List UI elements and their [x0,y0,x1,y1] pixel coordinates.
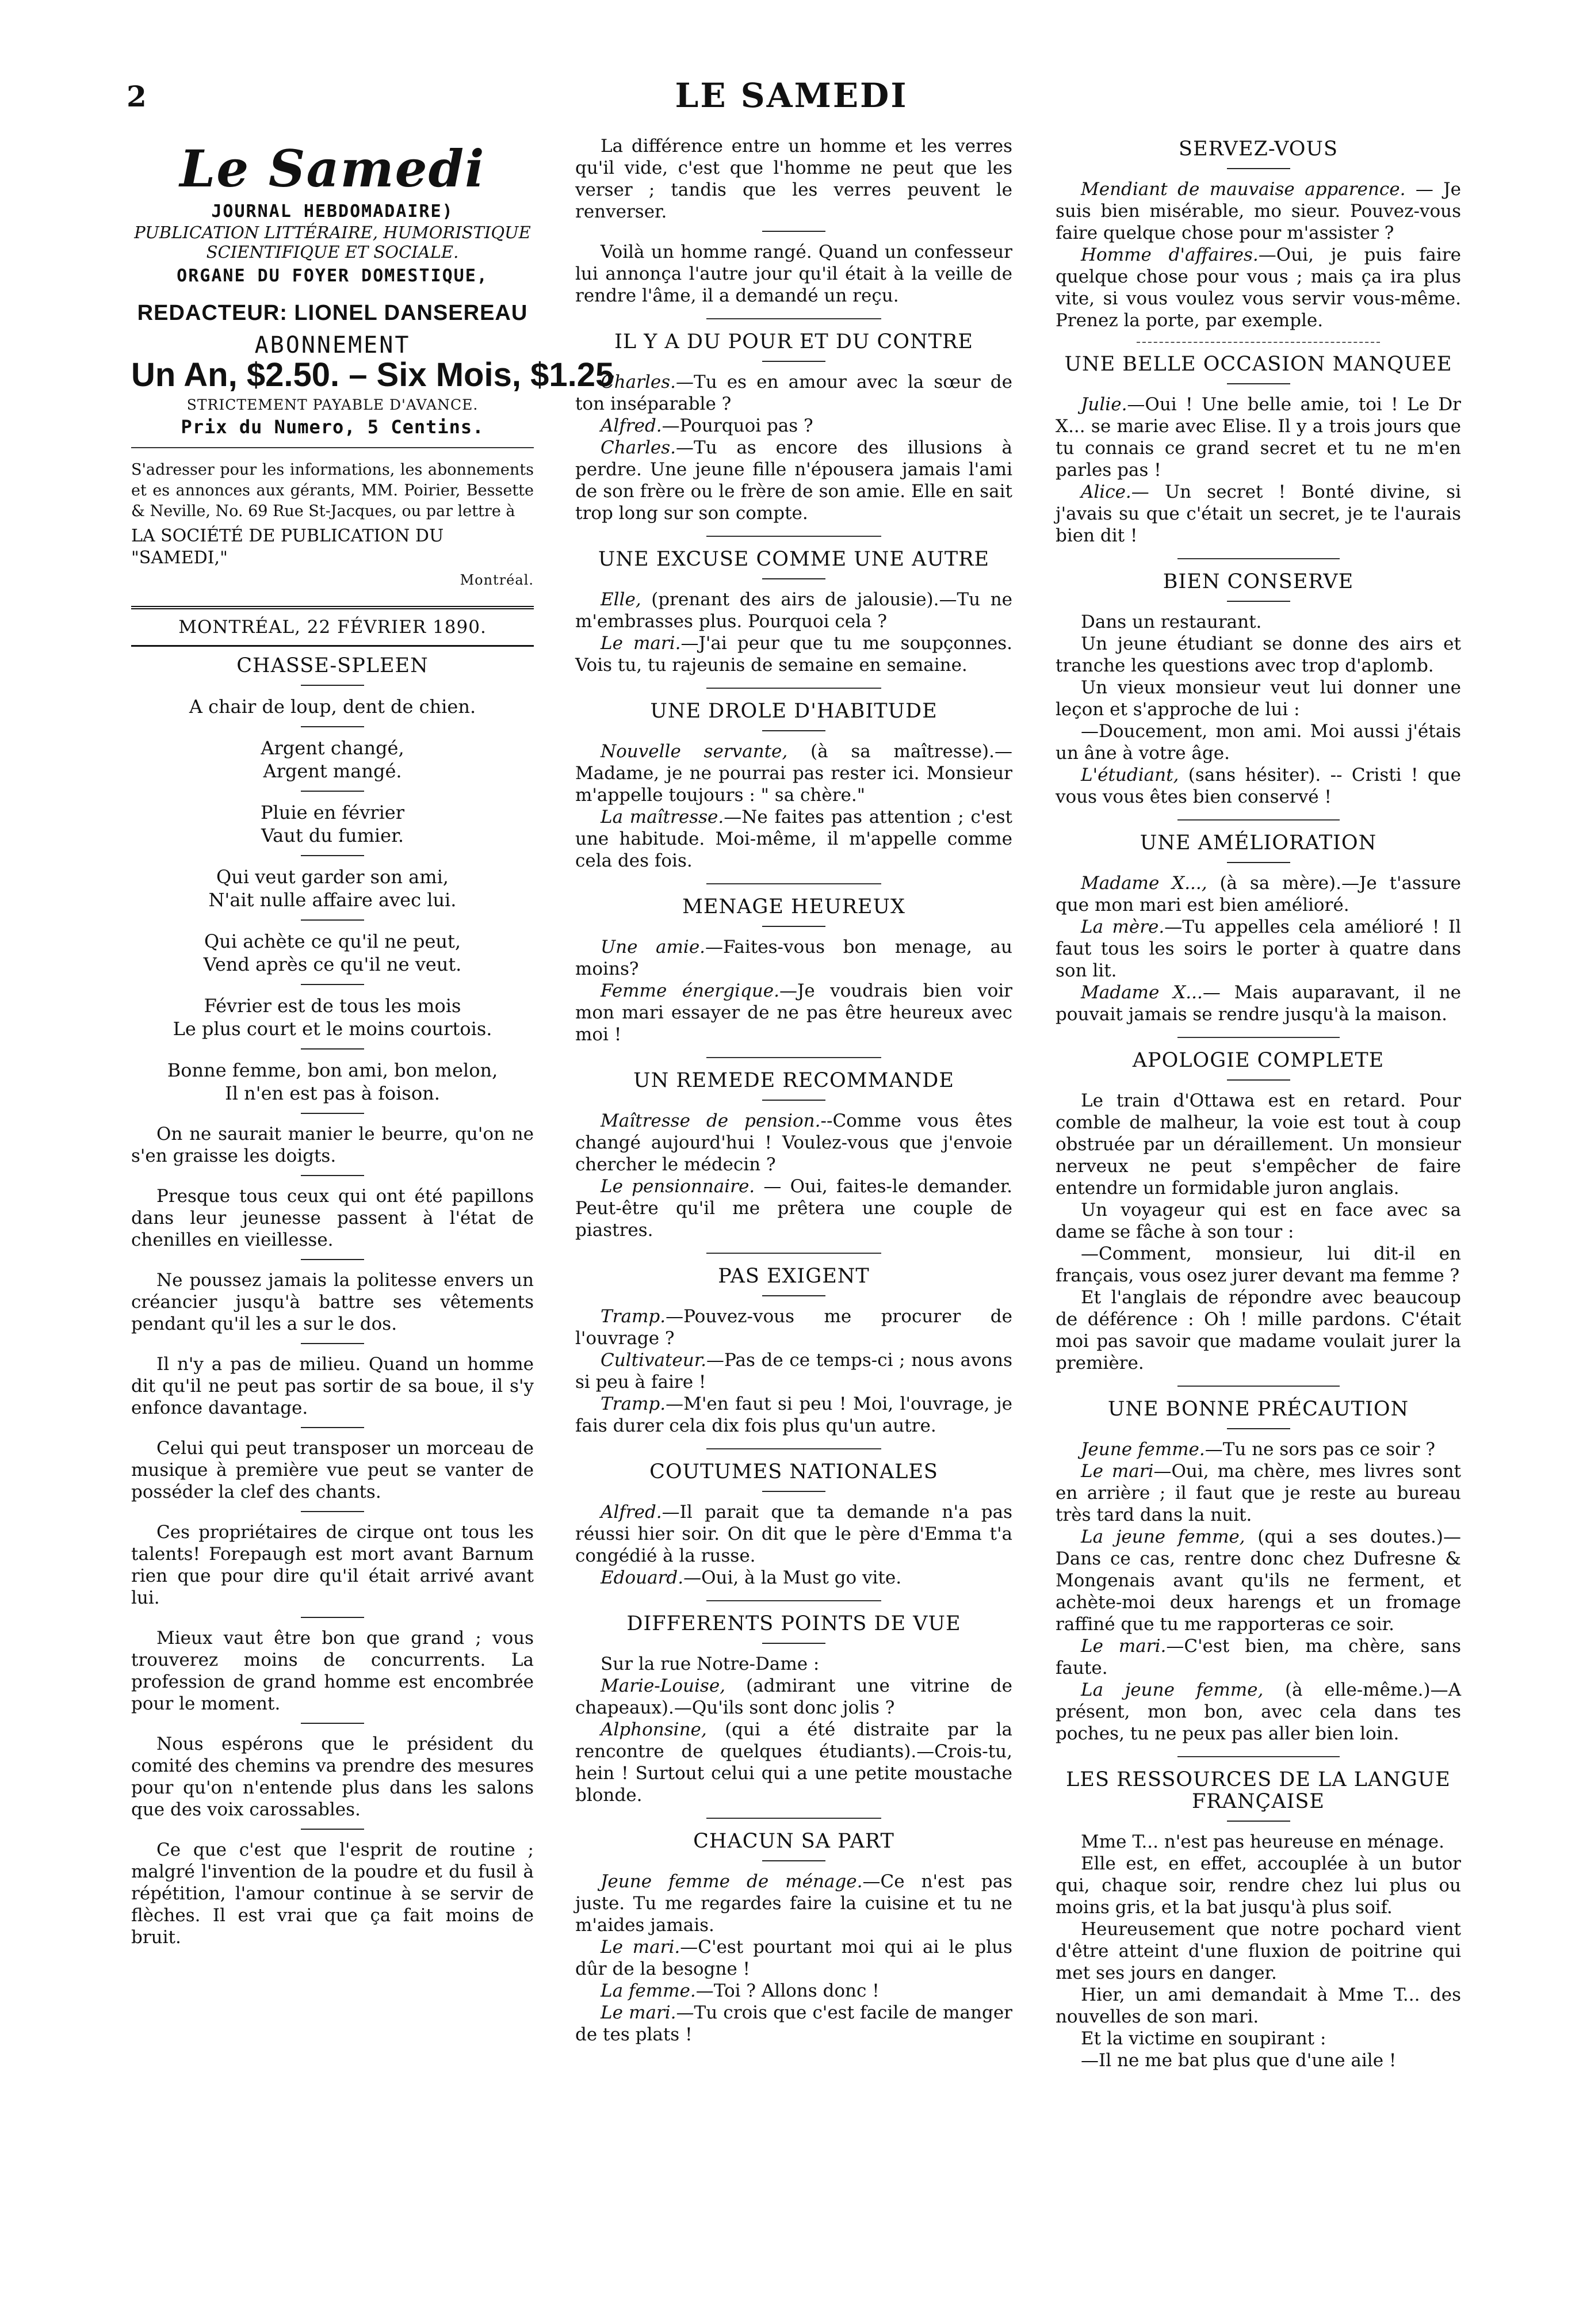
divider [762,1860,825,1861]
divider [301,919,364,921]
proverb: Argent changé, Argent mangé. [261,737,404,782]
issue-price: Prix du Numero, 5 Centins. [181,416,484,438]
section-title: PAS EXIGENT [718,1265,870,1288]
dialogue-line: La mère.—Tu appelles cela amélioré ! Il faut tous les soirs le porter à quatre dans son lit. [1056,917,1461,981]
dialogue-line: Femme énergique.—Je voudrais bien voir mon mari essayer de ne pas être heureux avec moi ! [575,980,1012,1045]
divider [762,231,825,232]
proverb: Qui veut garder son ami, N'ait nulle affaire avec lui. [208,866,457,911]
section-title: MENAGE HEUREUX [682,895,905,918]
proverb: Pluie en février Vaut du fumier. [260,802,405,846]
paragraph: Un jeune étudiant se donne des airs et tranche les questions avec trop d'aplomb. [1056,634,1461,676]
contact-address: S'adresser pour les informations, les abonnements et es annonces aux gérants, MM. Poirier, Bessette & Neville, No. 69 Rue St-Jacques, ou par lettre à [131,461,534,520]
divider [301,1259,364,1260]
dialogue-line: La femme.—Toi ? Allons donc ! [601,1980,880,2001]
divider [131,447,534,448]
section-title-chasse-spleen: CHASSE-SPLEEN [236,654,429,677]
proverb: Qui achète ce qu'il ne peut, Vend après ce qu'il ne veut. [203,930,462,975]
paragraph: Presque tous ceux qui ont été papillons dans leur jeunesse passent à l'état de chenilles en vieillesse. [131,1186,534,1250]
section-title: BIEN CONSERVE [1163,570,1354,593]
divider [1137,342,1380,343]
section-title: UNE DROLE D'HABITUDE [650,700,938,723]
divider [706,1057,881,1058]
divider [301,1511,364,1512]
paragraph: Nous espérons que le président du comité des chemins va prendre des mesures pour qu'on n'entende plus dans les salons que des voix carossables. [131,1734,534,1820]
divider [301,685,364,686]
paragraph: Mieux vaut être bon que grand ; vous trouverez moins de concurrents. La profession de grand homme est encombrée pour le moment. [131,1628,534,1714]
subscription-price: Un An, $2.50. – Six Mois, $1.25 [131,356,614,394]
divider [762,730,825,731]
dialogue-line: Nouvelle servante, (à sa maîtresse).—Madame, je ne pourrai pas rester ici. Monsieur m'appelle toujours : " sa chère." [575,741,1012,806]
dialogue-line: Tramp.—M'en faut si peu ! Moi, l'ouvrage, je fais durer cela dix fois plus qu'un autre. [575,1394,1012,1436]
journal-type: JOURNAL HEBDOMADAIRE) [211,201,454,222]
divider [301,1113,364,1114]
redacteur-line: REDACTEUR: LIONEL DANSEREAU [137,301,528,325]
masthead [131,139,614,438]
divider [1227,1428,1290,1429]
dialogue-line: Homme d'affaires.—Oui, je puis faire quelque chose pour vous ; mais ça ira plus vite, si vous voulez vous servir vous-même. Prenez la porte, par exemple. [1056,245,1461,331]
divider [762,578,825,579]
dialogue-line: Charles.—Tu as encore des illusions à perdre. Une jeune fille n'épousera jamais l'ami de son frère ou le frère de son amie. Elle en sait trop long sur son compte. [575,437,1012,524]
divider [301,984,364,985]
dialogue-line: Une amie.—Faites-vous bon menage, au moins? [575,937,1012,979]
paragraph: La différence entre un homme et les verres qu'il vide, c'est que l'homme ne peut que les verser ; tandis que les verres peuvent le renverser. [575,136,1012,222]
dialogue-line: La maîtresse.—Ne faites pas attention ; c'est une habitude. Moi-même, il m'appelle comme cela des fois. [575,807,1012,871]
dialogue-line: Le pensionnaire. — Oui, faites-le demander. Peut-être qu'il me prêtera une couple de piastres. [575,1176,1013,1241]
section-title: COUTUMES NATIONALES [649,1460,938,1483]
divider [1227,1079,1290,1081]
paragraph: Hier, un ami demandait à Mme T... des nouvelles de son mari. [1056,1985,1461,2027]
paragraph: Ce que c'est que l'esprit de routine ; malgré l'invention de la poudre et du fusil à répétition, l'amour continue à se servir de flèches. Il est vrai que ça fait moins de bruit. [131,1840,534,1948]
paragraph: Et la victime en soupirant : [1081,2028,1326,2049]
dialogue-line: Le mari.—J'ai peur que tu me soupçonnes. Vois tu, tu rajeunis de semaine en semaine. [575,633,1012,676]
proverb: Bonne femme, bon ami, bon melon, Il n'en est pas à foison. [167,1059,498,1104]
divider [706,1818,881,1819]
paragraph: Ne poussez jamais la politesse envers un créancier jusqu'à battre ses vêtements pendant qu'il les a sur le dos. [131,1270,534,1334]
dialogue-line: Alfred.—Il parait que ta demande n'a pas réussi hier soir. On dit que le père d'Emma t'a congédié à la russe. [575,1502,1012,1566]
publishing-city: Montréal. [460,572,534,588]
divider [301,726,364,727]
dialogue-line: Edouard.—Oui, à la Must go vite. [601,1567,902,1588]
dialogue-line: Charles.—Tu es en amour avec la sœur de ton inséparable ? [575,372,1012,414]
column-3 [1056,138,1461,2071]
dialogue-line: Madame X...— Mais auparavant, il ne pouvait jamais se rendre jusqu'à la maison. [1056,982,1462,1025]
divider [301,791,364,792]
section-title: SERVEZ-VOUS [1179,138,1338,161]
divider [706,688,881,689]
section-title: LES RESSOURCES DE LA LANGUE FRANÇAISE [1066,1768,1451,1813]
divider [301,1723,364,1724]
divider [706,536,881,537]
divider [301,855,364,856]
dialogue-line: Jeune femme.—Tu ne sors pas ce soir ? [1081,1439,1435,1460]
dialogue-line: Le mari.—C'est bien, ma chère, sans faute. [1056,1636,1461,1678]
paragraph: Heureusement que notre pochard vient d'être atteint d'une fluxion de poitrine qui met ses jours en danger. [1056,1919,1461,1983]
page-number: 2 [127,79,147,113]
paragraph: Le train d'Ottawa est en retard. Pour comble de malheur, la voie est tout à coup obstruée par un déraillement. Un monsieur nerveux ne peut s'empêcher de faire entendre un formidable juron anglais. [1056,1090,1461,1199]
paragraph: Il n'y a pas de milieu. Quand un homme dit qu'il ne peut pas sortir de sa boue, il s'y enfonce davantage. [131,1354,534,1418]
proverb: Février est de tous les mois Le plus court et le moins courtois. [173,995,492,1040]
dialogue-line: Alice.— Un secret ! Bonté divine, si j'avais su que c'était un secret, je te l'aurais bien dit ! [1056,482,1461,546]
paragraph: Voilà un homme rangé. Quand un confesseur lui annonça l'autre jour qu'il était à la veille de rendre l'âme, il a demandé un reçu. [575,242,1012,306]
publication-line: PUBLICATION LITTÉRAIRE, HUMORISTIQUE [134,223,531,242]
paragraph: On ne saurait manier le beurre, qu'on ne s'en graisse les doigts. [131,1124,534,1166]
divider [1177,558,1340,559]
divider [301,1048,364,1050]
divider [1177,1756,1340,1757]
publication-line-2: SCIENTIFIQUE ET SOCIALE. [206,242,459,262]
dialogue-line: Mendiant de mauvaise apparence. — Je suis bien misérable, mo sieur. Pouvez-vous faire quelque chose pour m'assister ? [1056,179,1461,243]
section-title: APOLOGIE COMPLETE [1132,1049,1385,1072]
paragraph: Ces propriétaires de cirque ont tous les talents! Forepaugh est mort avant Barnum rien que pour dire qu'il était arrivé avant lui. [131,1522,534,1608]
section-title: CHACUN SA PART [693,1830,894,1853]
paragraph: —Il ne me bat plus que d'une aile ! [1081,2050,1397,2071]
divider [1177,1037,1340,1038]
divider [706,1600,881,1601]
divider [762,1491,825,1492]
dateline: MONTRÉAL, 22 FÉVRIER 1890. [131,606,534,647]
paragraph: Un voyageur qui est en face avec sa dame se fâche à son tour : [1056,1200,1461,1242]
proverb: A chair de loup, dent de chien. [189,696,476,718]
paragraph: —Comment, monsieur, lui dit-il en français, vous osez jurer devant ma femme ? [1056,1243,1461,1286]
divider [301,1343,364,1344]
page-header-title: LE SAMEDI [675,76,908,115]
column-2 [575,135,1012,2046]
section-title: UN REMEDE RECOMMANDE [633,1069,954,1092]
dialogue-line: Cultivateur.—Pas de ce temps-ci ; nous avons si peu à faire ! [575,1350,1012,1392]
column-1 [131,135,614,1948]
organe-line: ORGANE DU FOYER DOMESTIQUE, [177,266,488,286]
dialogue-line: Alfred.—Pourquoi pas ? [601,415,813,436]
dialogue-line: Tramp.—Pouvez-vous me procurer de l'ouvrage ? [575,1306,1012,1349]
paragraph: Dans un restaurant. [1081,612,1262,632]
divider [706,1253,881,1254]
dialogue-line: Le mari.—C'est pourtant moi qui ai le plus dûr de la besogne ! [575,1937,1012,1979]
divider [1177,1386,1340,1387]
divider [301,1829,364,1830]
paragraph: Sur la rue Notre-Dame : [601,1654,820,1674]
strict-payment-note: STRICTEMENT PAYABLE D'AVANCE. [186,396,479,413]
section-title: UNE BONNE PRÉCAUTION [1107,1398,1409,1421]
dialogue-line: Alphonsine, (qui a été distraite par la rencontre de quelques étudiants).—Crois-tu, hein ! Surtout celui qui a une petite moustache blonde. [575,1719,1012,1806]
dialogue-line: La jeune femme, (qui a ses doutes.)—Dans ce cas, rentre donc chez Dufresne & Mongenais avant qu'ils ne ferment, et achète-moi deux harengs et un fromage raffiné que tu me rapporteras ce soir. [1056,1527,1461,1635]
divider [762,1643,825,1644]
dialogue-line: Jeune femme de ménage.—Ce n'est pas juste. Tu me regardes faire la cuisine et tu ne m'aides jamais. [575,1871,1012,1936]
paragraph: Un vieux monsieur veut lui donner une leçon et s'approche de lui : [1056,677,1461,720]
paragraph: Et l'anglais de répondre avec beaucoup de déférence : Oh ! mille pardons. C'était moi pas savoir que madame voulait jurer la première. [1056,1287,1461,1373]
divider [706,1448,881,1449]
dialogue-line: Madame X..., (à sa mère).—Je t'assure que mon mari est bien amélioré. [1056,873,1461,915]
divider [1227,168,1290,169]
dialogue-line: Maîtresse de pension.--Comme vous êtes changé aujourd'hui ! Voulez-vous que j'envoie chercher le médecin ? [575,1111,1012,1175]
divider [1227,1821,1290,1822]
divider [1177,819,1340,821]
dialogue-line: La jeune femme, (à elle-même.)—A présent, mon bon, avec cela dans tes poches, tu ne peux pas aller bien loin. [1056,1680,1461,1744]
divider [301,1617,364,1618]
dialogue-line: Marie-Louise, (admirant une vitrine de chapeaux).—Qu'ils sont donc jolis ? [575,1676,1012,1718]
section-title: IL Y A DU POUR ET DU CONTRE [614,330,973,353]
paragraph: Mme T... n'est pas heureuse en ménage. [1081,1831,1444,1852]
dialogue-line: Le mari.—Tu crois que c'est facile de manger de tes plats ! [575,2002,1012,2045]
divider [762,1295,825,1296]
paragraph: —Doucement, mon ami. Moi aussi j'étais un âne à votre âge. [1056,721,1461,764]
section-title: UNE EXCUSE COMME UNE AUTRE [598,548,990,571]
abonnement-heading: ABONNEMENT [254,332,411,358]
masthead-logo: Le Samedi [179,139,485,199]
publishing-society: LA SOCIÉTÉ DE PUBLICATION DU "SAMEDI," [131,526,444,568]
paragraph: Elle est, en effet, accouplée à un butor qui, chaque soir, rendre chez lui plus ou moins gris, et la bat jusqu'à plus soif. [1056,1853,1461,1918]
divider [706,318,881,319]
dialogue-line: Le mari—Oui, ma chère, mes livres sont en arrière ; il faut que je reste au bureau très tard dans la nuit. [1056,1461,1461,1525]
dialogue-line: Julie.—Oui ! Une belle amie, toi ! Le Dr X... se marie avec Elise. Il y a trois jours que tu connais ce grand secret et tu ne m'en parles pas ! [1056,394,1461,480]
divider [762,926,825,927]
divider [762,1100,825,1101]
dialogue-line: L'étudiant, (sans hésiter). -- Cristi ! que vous vous êtes bien conservé ! [1056,765,1461,807]
divider [301,1427,364,1428]
section-title: UNE BELLE OCCASION MANQUEE [1064,353,1452,376]
section-title: DIFFERENTS POINTS DE VUE [626,1612,961,1635]
divider [706,883,881,884]
divider [762,361,825,362]
divider [1227,862,1290,863]
dialogue-line: Elle, (prenant des airs de jalousie).—Tu ne m'embrasses plus. Pourquoi cela ? [575,589,1012,632]
divider [1227,601,1290,602]
paragraph: Celui qui peut transposer un morceau de musique à première vue peut se vanter de posséder la clef des chants. [131,1438,534,1502]
section-title: UNE AMÉLIORATION [1140,831,1377,854]
divider [1227,383,1290,384]
divider [301,1175,364,1176]
